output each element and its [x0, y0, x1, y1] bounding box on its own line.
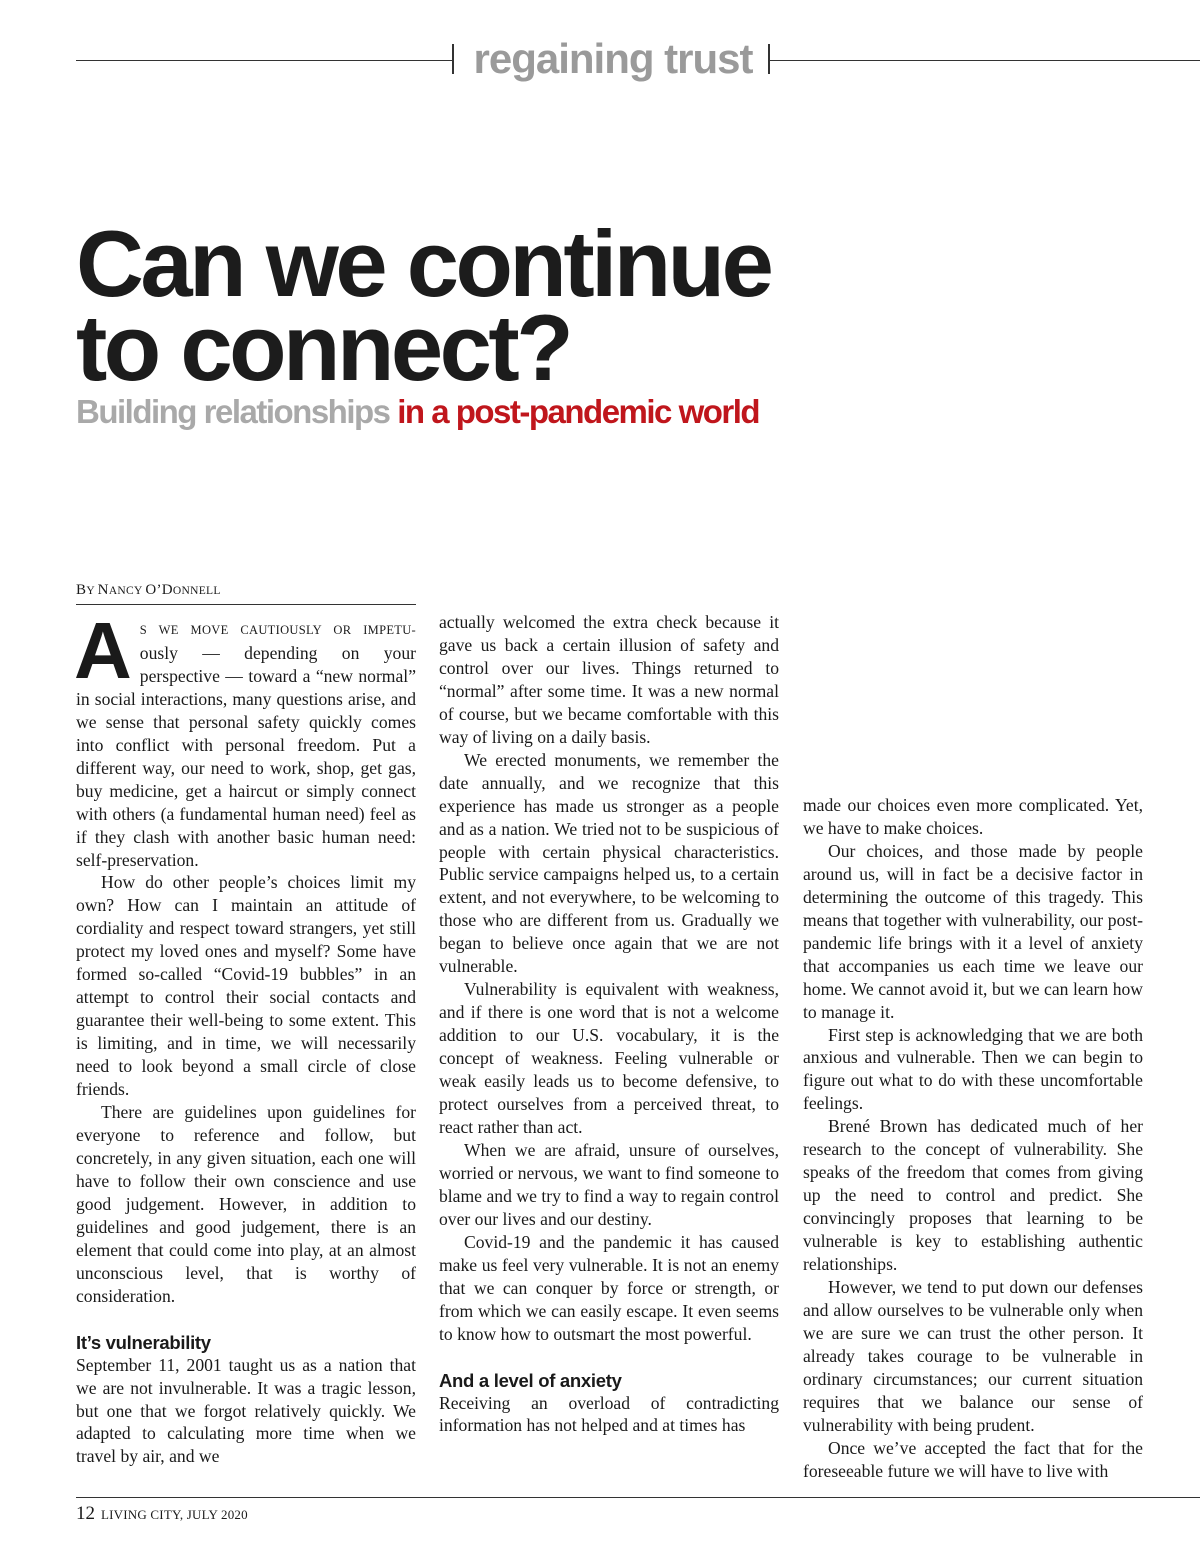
paragraph: When we are afraid, unsure of ourselves, worried or nervous, we want to find someone to blame and we try to find a way to regain control over our lives and our destiny.	[439, 1139, 779, 1229]
paragraph: There are guidelines upon guidelines for everyone to reference and follow, but concretely, in any given situation, each one will have to follow their own conscience and use good judgement. However, in addition to guidelines and good judgement, there is an element that could come into play, at an almost unconscious level, that is worthy of consideration.	[76, 1102, 416, 1306]
byline-part: O’D	[145, 582, 173, 598]
paragraph: First step is acknowledging that we are both anxious and vulnerable. Then we can begin to figure out what to do with these uncomfortable feelings.	[803, 1024, 1143, 1114]
byline	[76, 580, 416, 605]
drop-cap: A	[74, 606, 132, 695]
paragraph: made our choices even more complicated. Yet, we have to make choices.	[803, 795, 1143, 838]
spacer	[439, 1346, 779, 1369]
lead-in-smallcaps: S WE MOVE CAUTIOUSLY OR IMPETU-	[139, 623, 416, 637]
paragraph: However, we tend to put down our defenses and allow ourselves to be vulnerable only when we are sure we can trust the other person. It already takes courage to be vulnerable in ordinary circumstances; our current situation requires that we balance our sense of vulnerability with being prudent.	[803, 1277, 1143, 1435]
byline-part: N	[97, 582, 109, 598]
byline-part: ONNELL	[172, 585, 221, 597]
headline	[76, 211, 1076, 400]
paragraph-text: ously — depending on your perspective — toward a “new normal” in social interactions, many questions arise, and we sense that personal safety quickly comes into conflict with personal freedom. Put a different way, our need to work, shop, get gas, buy medicine, get a haircut or simply connect with others (a fundamental human need) feel as if they clash with another basic human need: self-preservation.	[76, 642, 416, 870]
section-rule-right	[770, 60, 1200, 61]
paragraph: Vulnerability is equivalent with weakness, and if there is one word that is not a welcome addition to our U.S. vocabulary, it is the concept of weakness. Feeling vulnerable or weak easily leads us to become defensive, to protect ourselves from a perceived threat, to react rather than act.	[439, 979, 779, 1137]
subhead: And a level of anxiety	[439, 1369, 622, 1391]
section-tick-left	[452, 44, 454, 74]
page-number: 12	[76, 1503, 95, 1524]
paragraph: Receiving an overload of contradicting information has not helped and at times has	[439, 1392, 779, 1436]
section-tick-right	[768, 44, 770, 74]
paragraph: September 11, 2001 taught us as a nation that we are not invulnerable. It was a tragic lesson, but one that we forgot relatively quickly. We adapted to calculating more time when we travel by air, and we	[76, 1354, 416, 1467]
folio	[76, 1502, 248, 1527]
article-column-3	[803, 794, 1143, 1483]
deck-gray: Building relationships	[76, 393, 390, 430]
deck-red: in a post-pandemic world	[397, 393, 760, 430]
article-column-1	[74, 606, 416, 1468]
paragraph: Once we’ve accepted the fact that for the foreseeable future we will have to live with	[803, 1437, 1143, 1481]
deck	[76, 392, 1076, 432]
article-column-2	[439, 611, 779, 1437]
paragraph: Brené Brown has dedicated much of her research to the concept of vulnerability. She speaks of the freedom that comes from giving up the need to control and predict. She convincingly proposes that learning to be vulnerable is key to establishing authentic relationships.	[803, 1116, 1143, 1275]
paragraph: Covid-19 and the pandemic it has caused make us feel very vulnerable. It is not an enemy that we can conquer by force or strength, or from which we can easily escape. It even seems to know how to outsmart the most powerful.	[439, 1231, 779, 1344]
byline-part: Y	[86, 585, 98, 597]
section-label: regaining trust	[473, 35, 753, 82]
byline-part: ANCY	[108, 585, 146, 597]
spacer	[76, 1308, 416, 1331]
headline-line-2: to connect?	[76, 295, 571, 400]
section-rule-left	[76, 60, 452, 61]
footer-rule	[76, 1497, 1200, 1498]
byline-part: B	[76, 582, 87, 598]
subhead: It’s vulnerability	[76, 1331, 211, 1353]
paragraph: How do other people’s choices limit my own? How can I maintain an attitude of cordiality and respect toward strangers, yet still protect my loved ones and myself? Some have formed so-called “Covid-19 bubbles” in an attempt to control their social contacts and guarantee their well-being to some extent. This is limiting, and in time, we will necessarily need to look beyond a small circle of close friends.	[76, 872, 416, 1100]
headline-line-1: Can we continue	[76, 211, 771, 316]
paragraph: actually welcomed the extra check because it gave us back a certain illusion of safety and control over our lives. Things returned to “normal” after some time. It was a new normal of course, but we became comfortable with this way of living on a daily basis.	[439, 612, 779, 747]
magazine-issue: LIVING CITY, JULY 2020	[101, 1507, 248, 1522]
paragraph: We erected monuments, we remember the date annually, and we recognize that this experience has made us stronger as a people and as a nation. We tried not to be suspicious of people with certain physical characteristics. Public service campaigns helped us, to a certain extent, and not everywhere, to be welcoming to those who are different from us. Gradually we began to believe once again that we are not vulnerable.	[439, 749, 779, 977]
paragraph: Our choices, and those made by people around us, will in fact be a decisive factor in determining the outcome of this tragedy. This means that together with vulnerability, our post-pandemic life brings with it a level of anxiety that accompanies us each time we leave our home. We cannot avoid it, but we can learn how to manage it.	[803, 840, 1143, 1022]
